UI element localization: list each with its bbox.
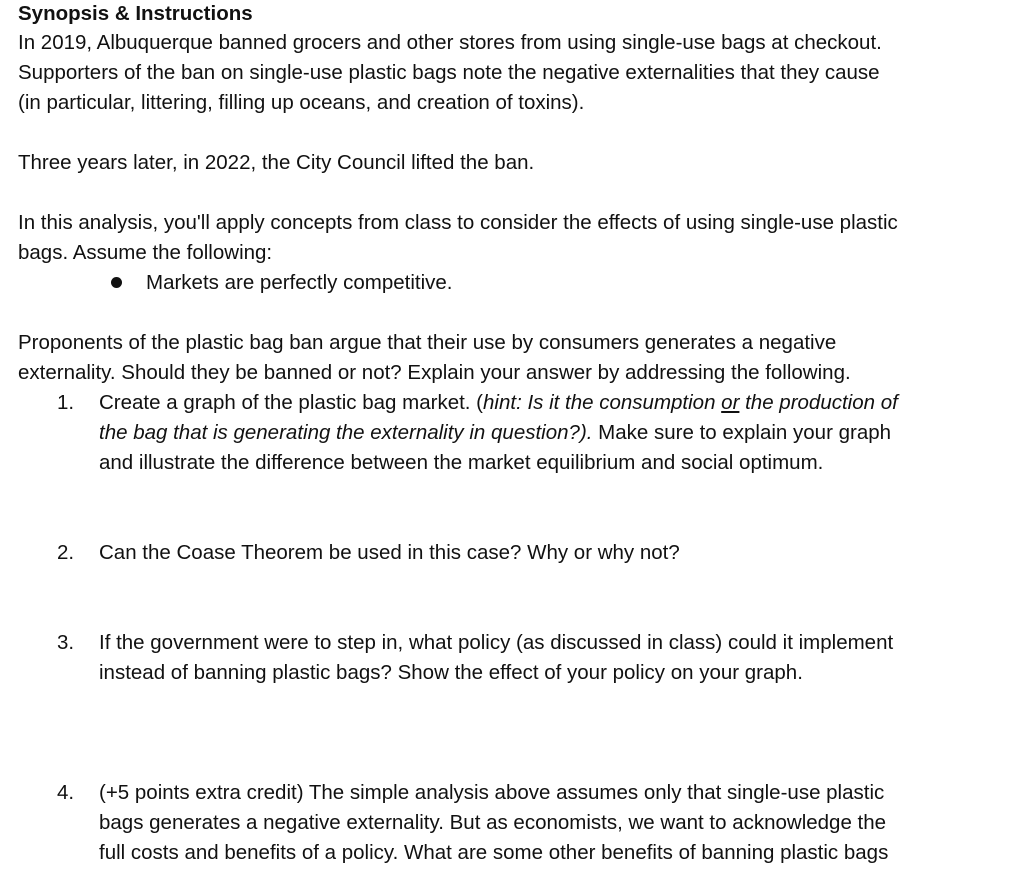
question-spacer [18,568,1008,628]
document [18,0,1008,868]
question-1-text-a: Create a graph of the plastic bag market. ( [99,391,484,414]
question-number: 1. [57,391,75,414]
question-4-line-3: full costs and benefits of a policy. What are some other benefits of banning plastic bags [99,841,889,864]
paragraph-spacer [18,178,1008,208]
proponents-paragraph [18,328,1008,388]
intro-line-3: (in particular, littering, filling up oceans, and creation of toxins). [18,91,585,114]
assumption-bullet [18,268,1008,298]
bullet-icon [111,277,122,288]
assumption-text: Markets are perfectly competitive. [146,271,453,294]
question-4 [18,778,1008,868]
question-1-hint-c: the bag that is generating the externality in question?). [99,421,593,444]
question-1-hint-a: hint: Is it the consumption [483,391,722,414]
question-3-line-2: instead of banning plastic bags? Show the effect of your policy on your graph. [99,661,803,684]
question-4-line-1: (+5 points extra credit) The simple analysis above assumes only that single-use plastic [99,781,885,804]
analysis-line-1: In this analysis, you'll apply concepts from class to consider the effects of using single-use plastic [18,211,898,234]
intro-paragraph [18,28,1008,118]
proponents-line-1: Proponents of the plastic bag ban argue that their use by consumers generates a negative [18,331,837,354]
document-heading: Synopsis & Instructions [18,2,253,25]
question-3 [18,628,1008,688]
question-3-line-1: If the government were to step in, what policy (as discussed in class) could it implement [99,631,894,654]
lifted-paragraph: Three years later, in 2022, the City Council lifted the ban. [18,151,535,174]
question-4-line-2: bags generates a negative externality. But as economists, we want to acknowledge the [99,811,887,834]
question-2-text: Can the Coase Theorem be used in this case? Why or why not? [99,541,680,564]
question-number: 3. [57,631,75,654]
intro-line-1: In 2019, Albuquerque banned grocers and other stores from using single-use bags at checkout. [18,31,882,54]
question-spacer [18,688,1008,778]
question-1 [18,388,1008,478]
analysis-paragraph [18,208,1008,268]
analysis-line-2: bags. Assume the following: [18,241,273,264]
question-number: 4. [57,781,75,804]
paragraph-spacer [18,298,1008,328]
proponents-line-2: externality. Should they be banned or not? Explain your answer by addressing the following. [18,361,851,384]
question-number: 2. [57,541,75,564]
question-spacer [18,478,1008,538]
question-1-hint-or: or [721,391,740,414]
question-2 [18,538,1008,568]
question-1-text-b: Make sure to explain your graph [592,421,892,444]
question-1-text-c: and illustrate the difference between the market equilibrium and social optimum. [99,451,824,474]
intro-line-2: Supporters of the ban on single-use plastic bags note the negative externalities that they cause [18,61,880,84]
question-1-hint-b: the production of [739,391,898,414]
paragraph-spacer [18,118,1008,148]
